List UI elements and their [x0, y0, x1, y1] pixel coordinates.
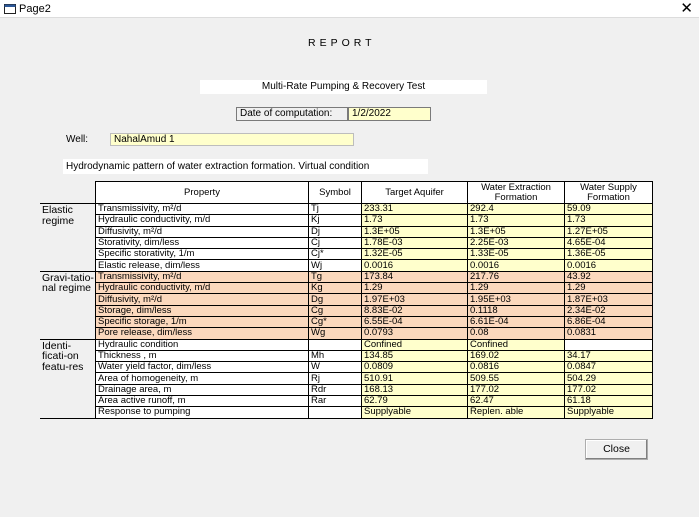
title-bar [0, 0, 699, 18]
symbol-cell [309, 339, 362, 350]
table-row [41, 396, 653, 407]
date-field[interactable]: 1/2/2022 [348, 107, 431, 121]
property-cell: Drainage area, m [96, 384, 309, 395]
table-row [41, 373, 653, 384]
property-cell: Storativity, dim/less [96, 237, 309, 248]
value-cell[interactable]: 510.91 [362, 373, 468, 384]
property-cell: Specific storativity, 1/m [96, 249, 309, 260]
value-cell[interactable]: 292.4 [468, 204, 565, 215]
date-label: Date of computation: [236, 107, 348, 121]
column-header: Target Aquifer [362, 182, 468, 204]
value-cell[interactable]: 59.09 [565, 204, 653, 215]
value-cell[interactable]: 173.84 [362, 271, 468, 282]
corner-cell [41, 182, 96, 204]
value-cell[interactable]: 177.02 [565, 384, 653, 395]
test-name-label: Multi-Rate Pumping & Recovery Test [200, 80, 487, 94]
value-cell[interactable]: Replen. able [468, 407, 565, 418]
value-cell[interactable]: 34.17 [565, 350, 653, 361]
symbol-cell: Rar [309, 396, 362, 407]
value-cell[interactable]: 1.29 [468, 283, 565, 294]
property-cell: Storage, dim/less [96, 305, 309, 316]
value-cell[interactable]: 509.55 [468, 373, 565, 384]
value-cell[interactable]: 0.0016 [565, 260, 653, 271]
property-cell: Hydraulic conductivity, m/d [96, 283, 309, 294]
value-cell[interactable]: 2.34E-02 [565, 305, 653, 316]
value-cell[interactable]: 2.25E-03 [468, 237, 565, 248]
property-cell: Area active runoff, m [96, 396, 309, 407]
table-row [41, 350, 653, 361]
group-label: Gravi-tatio-nal regime [41, 271, 96, 339]
property-cell: Elastic release, dim/less [96, 260, 309, 271]
value-cell[interactable]: 43.92 [565, 271, 653, 282]
symbol-cell: Wg [309, 328, 362, 339]
symbol-cell: Cg [309, 305, 362, 316]
value-cell[interactable]: 1.29 [565, 283, 653, 294]
column-header: Water Supply Formation [565, 182, 653, 204]
close-button[interactable]: Close [585, 439, 648, 460]
value-cell[interactable]: 233.31 [362, 204, 468, 215]
value-cell[interactable]: 1.32E-05 [362, 249, 468, 260]
property-cell: Area of homogeneity, m [96, 373, 309, 384]
group-label: Identi-ficati-on featu-res [41, 339, 96, 418]
value-cell[interactable]: 1.29 [362, 283, 468, 294]
symbol-cell: Cj* [309, 249, 362, 260]
symbol-cell: Wj [309, 260, 362, 271]
value-cell[interactable]: 1.73 [565, 215, 653, 226]
symbol-cell: Kg [309, 283, 362, 294]
symbol-cell: Cj [309, 237, 362, 248]
symbol-cell [309, 407, 362, 418]
table-row [41, 362, 653, 373]
group-label: Elastic regime [41, 204, 96, 272]
table-row [41, 339, 653, 350]
table-row [41, 407, 653, 418]
value-cell[interactable]: 1.3E+05 [362, 226, 468, 237]
table-row [41, 260, 653, 271]
symbol-cell: Rdr [309, 384, 362, 395]
value-cell[interactable]: 8.83E-02 [362, 305, 468, 316]
value-cell[interactable]: Supplyable [362, 407, 468, 418]
value-cell[interactable]: 6.61E-04 [468, 316, 565, 327]
table-row [41, 215, 653, 226]
table-row [41, 305, 653, 316]
column-header: Water Extraction Formation [468, 182, 565, 204]
app-window-icon [4, 3, 16, 15]
value-cell[interactable]: 61.18 [565, 396, 653, 407]
value-cell[interactable]: 1.27E+05 [565, 226, 653, 237]
symbol-cell: Rj [309, 373, 362, 384]
well-field[interactable]: NahalAmud 1 [110, 133, 354, 146]
properties-table [40, 181, 653, 419]
window-title: Page2 [19, 3, 51, 15]
value-cell[interactable]: 0.0793 [362, 328, 468, 339]
value-cell[interactable]: 0.0831 [565, 328, 653, 339]
value-cell[interactable]: 1.3E+05 [468, 226, 565, 237]
pattern-description: Hydrodynamic pattern of water extraction formation. Virtual condition [63, 159, 428, 174]
table-row [41, 271, 653, 282]
value-cell[interactable]: 1.87E+03 [565, 294, 653, 305]
symbol-cell: Dg [309, 294, 362, 305]
property-cell: Transmissivity, m²/d [96, 271, 309, 282]
table-row [41, 237, 653, 248]
value-cell[interactable]: 1.73 [362, 215, 468, 226]
value-cell[interactable]: 0.0016 [468, 260, 565, 271]
value-cell[interactable]: 0.08 [468, 328, 565, 339]
value-cell[interactable] [565, 339, 653, 350]
column-header: Symbol [309, 182, 362, 204]
value-cell[interactable]: 0.0816 [468, 362, 565, 373]
value-cell[interactable]: 0.1118 [468, 305, 565, 316]
value-cell[interactable]: 504.29 [565, 373, 653, 384]
value-cell[interactable]: 62.47 [468, 396, 565, 407]
report-client-area [0, 18, 699, 517]
value-cell[interactable]: 177.02 [468, 384, 565, 395]
value-cell[interactable]: 0.0847 [565, 362, 653, 373]
symbol-cell: Kj [309, 215, 362, 226]
table-row [41, 283, 653, 294]
value-cell[interactable]: Confined [362, 339, 468, 350]
value-cell[interactable]: 217.76 [468, 271, 565, 282]
value-cell[interactable]: 6.55E-04 [362, 316, 468, 327]
report-title: REPORT [308, 37, 376, 49]
symbol-cell: Tg [309, 271, 362, 282]
symbol-cell: Dj [309, 226, 362, 237]
value-cell[interactable]: Supplyable [565, 407, 653, 418]
property-cell: Hydraulic condition [96, 339, 309, 350]
table-row [41, 204, 653, 215]
value-cell[interactable]: 1.97E+03 [362, 294, 468, 305]
property-cell: Thickness , m [96, 350, 309, 361]
property-cell: Diffusivity, m²/d [96, 294, 309, 305]
table-row [41, 384, 653, 395]
value-cell[interactable]: 1.36E-05 [565, 249, 653, 260]
property-cell: Hydraulic conductivity, m/d [96, 215, 309, 226]
column-header: Property [96, 182, 309, 204]
value-cell[interactable]: 1.78E-03 [362, 237, 468, 248]
property-cell: Specific storage, 1/m [96, 316, 309, 327]
table-row [41, 249, 653, 260]
value-cell[interactable]: 169.02 [468, 350, 565, 361]
value-cell[interactable]: 134.85 [362, 350, 468, 361]
table-row [41, 294, 653, 305]
symbol-cell: Tj [309, 204, 362, 215]
symbol-cell: Cg* [309, 316, 362, 327]
property-cell: Water yield factor, dim/less [96, 362, 309, 373]
table-row [41, 328, 653, 339]
value-cell[interactable]: 6.86E-04 [565, 316, 653, 327]
property-cell: Response to pumping [96, 407, 309, 418]
window-close-icon[interactable]: ✕ [680, 0, 693, 17]
symbol-cell: W [309, 362, 362, 373]
value-cell[interactable]: 62.79 [362, 396, 468, 407]
value-cell[interactable]: 1.95E+03 [468, 294, 565, 305]
value-cell[interactable]: 0.0809 [362, 362, 468, 373]
value-cell[interactable]: Confined [468, 339, 565, 350]
value-cell[interactable]: 4.65E-04 [565, 237, 653, 248]
symbol-cell: Mh [309, 350, 362, 361]
value-cell[interactable]: 1.73 [468, 215, 565, 226]
table-row [41, 316, 653, 327]
value-cell[interactable]: 168.13 [362, 384, 468, 395]
value-cell[interactable]: 1.33E-05 [468, 249, 565, 260]
table-row [41, 226, 653, 237]
property-cell: Pore release, dim/less [96, 328, 309, 339]
property-cell: Diffusivity, m²/d [96, 226, 309, 237]
well-label: Well: [66, 134, 89, 145]
table-header-row [41, 182, 653, 204]
property-cell: Transmissivity, m²/d [96, 204, 309, 215]
value-cell[interactable]: 0.0016 [362, 260, 468, 271]
